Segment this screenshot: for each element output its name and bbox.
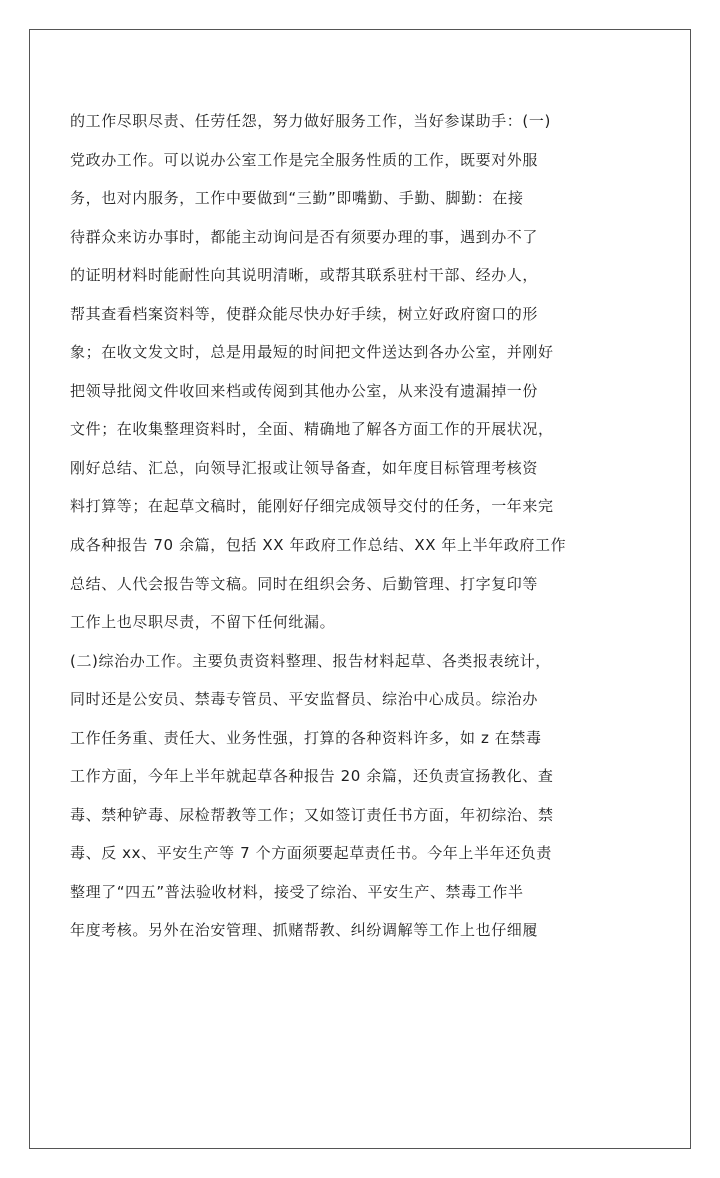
text-line: 同时还是公安员、禁毒专管员、平安监督员、综治中心成员。综治办 [70,690,539,709]
text-line: 的证明材料时能耐性向其说明清晰，或帮其联系驻村干部、经办人， [70,266,539,285]
text-line: 工作任务重、责任大、业务性强，打算的各种资料许多，如 z 在禁毒 [70,728,542,747]
text-line: 整理了“四五”普法验收材料，接受了综治、平安生产、禁毒工作半 [70,882,524,901]
text-line: 成各种报告 70 余篇，包括 XX 年政府工作总结、XX 年上半年政府工作 [70,536,567,555]
text-line: 毒、反 xx、平安生产等 7 个方面须要起草责任书。今年上半年还负责 [70,844,553,863]
text-line: 工作上也尽职尽责，不留下任何纰漏。 [70,613,336,632]
text-line: 年度考核。另外在治安管理、抓赌帮教、纠纷调解等工作上也仔细履 [70,921,539,940]
document-body [70,102,660,950]
text-line: 文件；在收集整理资料时，全面、精确地了解各方面工作的开展状况， [70,420,554,439]
text-line: 象；在收文发文时，总是用最短的时间把文件送达到各办公室，并刚好 [70,343,554,362]
text-line: 工作方面，今年上半年就起草各种报告 20 余篇，还负责宣扬教化、查 [70,767,554,786]
text-line: 毒、禁种铲毒、尿检帮教等工作；又如签订责任书方面，年初综治、禁 [70,805,554,824]
text-line: 待群众来访办事时，都能主动询问是否有须要办理的事，遇到办不了 [70,227,539,246]
text-line: 总结、人代会报告等文稿。同时在组织会务、后勤管理、打字复印等 [70,574,539,593]
text-line: 的工作尽职尽责、任劳任怨，努力做好服务工作，当好参谋助手：(一) [70,112,551,130]
text-line: 帮其查看档案资料等，使群众能尽快办好手续，树立好政府窗口的形 [70,304,539,323]
text-line: 把领导批阅文件收回来档或传阅到其他办公室，从来没有遗漏掉一份 [70,381,539,400]
text-line: 党政办工作。可以说办公室工作是完全服务性质的工作，既要对外服 [70,150,539,169]
text-line: (二)综治办工作。主要负责资料整理、报告材料起草、各类报表统计， [70,651,551,670]
text-line: 刚好总结、汇总，向领导汇报或让领导备查，如年度目标管理考核资 [70,458,539,477]
text-line: 料打算等；在起草文稿时，能刚好仔细完成领导交付的任务，一年来完 [70,497,554,516]
text-line: 务，也对内服务，工作中要做到“三勤”即嘴勤、手勤、脚勤：在接 [70,189,524,208]
